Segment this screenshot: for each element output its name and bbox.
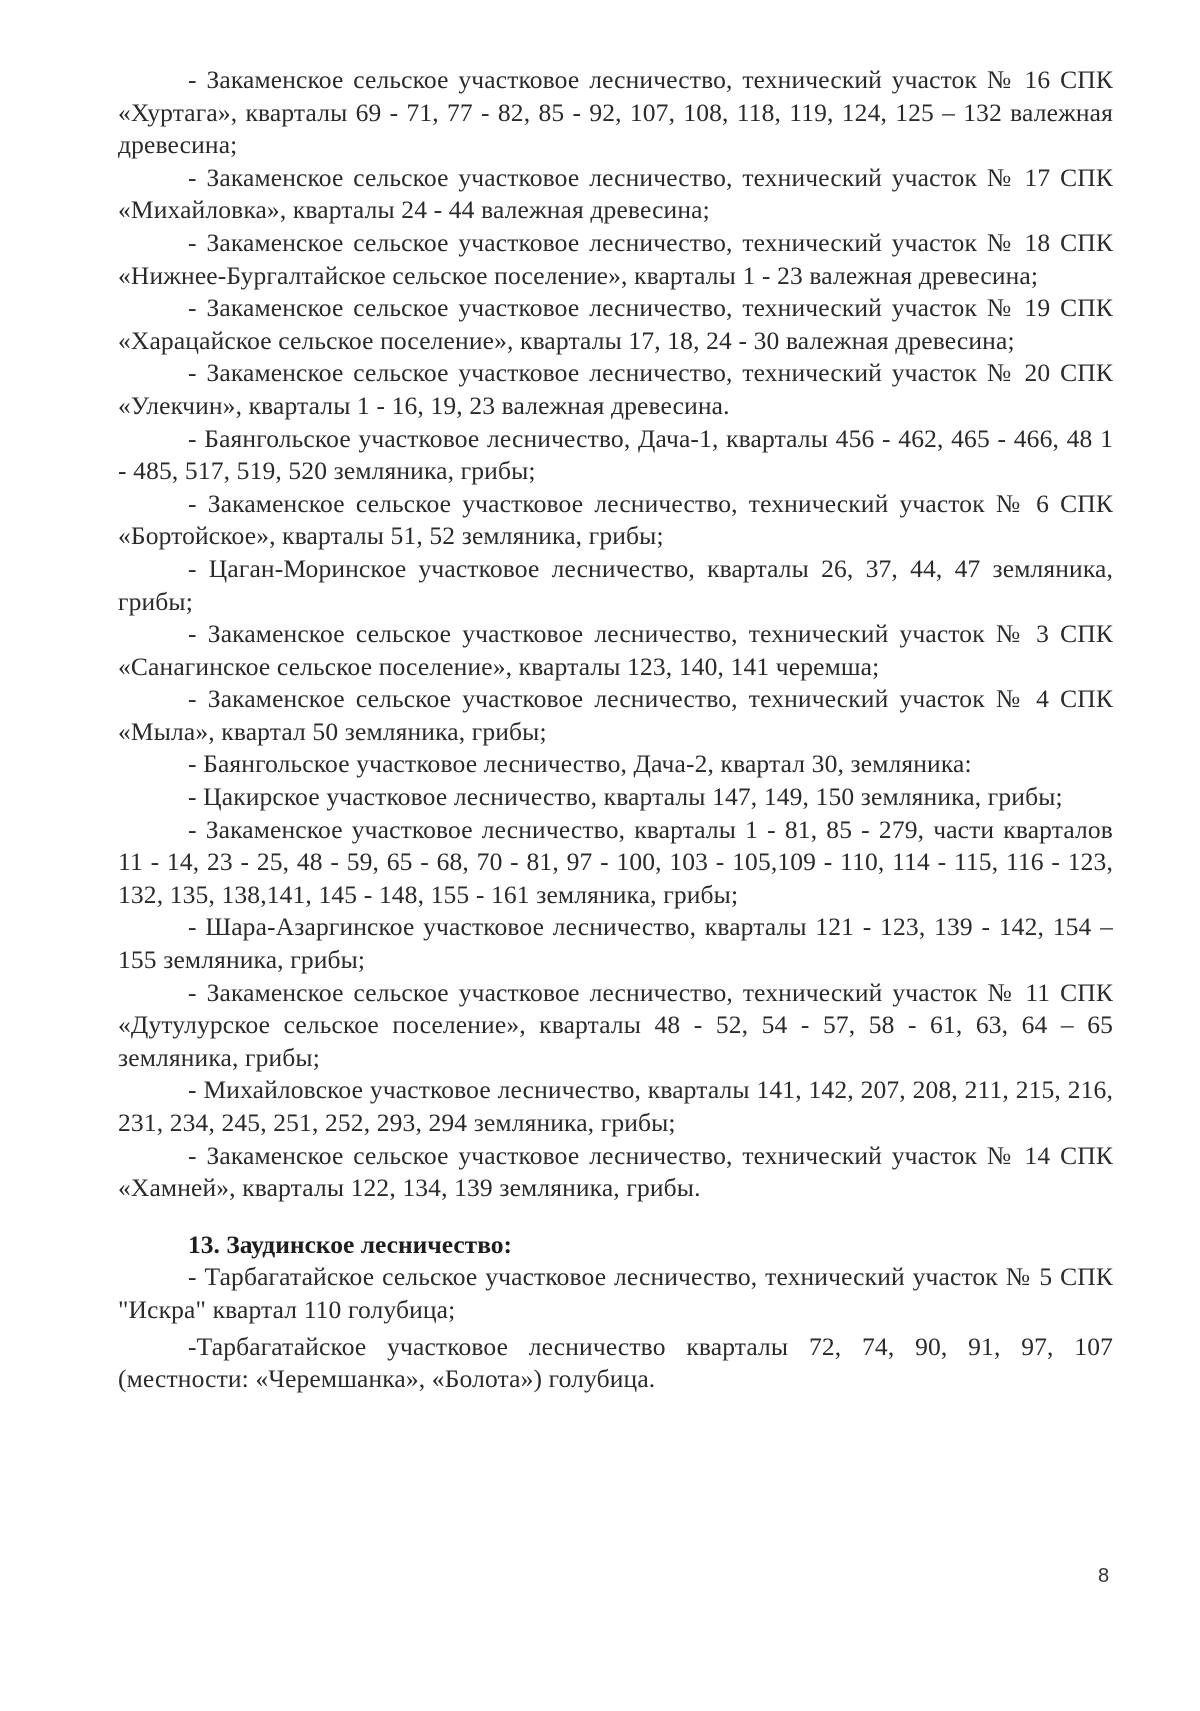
- list-item: - Закаменское сельское участковое лесничество, технический участок № 11 СПК «Дутулурское сельское поселение», кварталы 48 - 52, 54 - 57, 58 - 61, 63, 64 – 65 земляника, грибы;: [118, 977, 1113, 1072]
- list-item: - Закаменское сельское участковое лесничество, технический участок № 14 СПК «Хамней», кварталы 122, 134, 139 земляника, грибы.: [118, 1140, 1113, 1203]
- list-item: - Цакирское участковое лесничество, кварталы 147, 149, 150 земляника, грибы;: [188, 782, 1063, 812]
- section-spacer: [118, 1205, 1113, 1229]
- list-item: - Закаменское сельское участковое лесничество, технический участок № 16 СПК «Хуртага», кварталы 69 - 71, 77 - 82, 85 - 92, 107, 108, 118, 119, 124, 125 – 132 валежная древесина;: [118, 65, 1113, 160]
- document-body: [118, 64, 1113, 1396]
- list-item: - Шара-Азаргинское участковое лесничество, кварталы 121 - 123, 139 - 142, 154 – 155 земляника, грибы;: [118, 912, 1113, 975]
- page-number: 8: [1098, 1565, 1110, 1587]
- list-item: - Баянгольское участковое лесничество, Дача-1, кварталы 456 - 462, 465 - 466, 48 1 - 485, 517, 519, 520 земляника, грибы;: [118, 423, 1113, 486]
- list-item: - Закаменское сельское участковое лесничество, технический участок № 20 СПК «Улекчин», кварталы 1 - 16, 19, 23 валежная древесина.: [118, 358, 1113, 420]
- list-item: - Закаменское участковое лесничество, кварталы 1 - 81, 85 - 279, части кварталов 11 - 14, 23 - 25, 48 - 59, 65 - 68, 70 - 81, 97 - 100, 103 - 105,109 - 110, 114 - 115, 116 - 123, 132, 135, 138,141, 145 - 148, 155 - 161 земляника, грибы;: [118, 814, 1113, 909]
- list-item: - Закаменское сельское участковое лесничество, технический участок № 18 СПК «Нижнее-Бургалтайское сельское поселение», кварталы 1 - 23 валежная древесина;: [118, 227, 1113, 290]
- list-item: - Тарбагатайское сельское участковое лесничество, технический участок № 5 СПК "Искра" квартал 110 голубица;: [118, 1262, 1113, 1324]
- list-item: - Закаменское сельское участковое лесничество, технический участок № 6 СПК «Бортойское», кварталы 51, 52 земляника, грибы;: [118, 488, 1113, 551]
- list-item: - Цаган-Моринское участковое лесничество, кварталы 26, 37, 44, 47 земляника, грибы;: [118, 553, 1113, 616]
- list-item: - Михайловское участковое лесничество, кварталы 141, 142, 207, 208, 211, 215, 216, 231, 234, 245, 251, 252, 293, 294 земляника, грибы;: [118, 1075, 1113, 1137]
- list-item: - Баянгольское участковое лесничество, Дача-2, квартал 30, земляника:: [188, 749, 972, 779]
- list-item: - Закаменское сельское участковое лесничество, технический участок № 19 СПК «Харацайское сельское поселение», кварталы 17, 18, 24 - 30 валежная древесина;: [118, 293, 1113, 355]
- list-item: - Закаменское сельское участковое лесничество, технический участок № 4 СПК «Мыла», квартал 50 земляника, грибы;: [118, 684, 1113, 746]
- list-item: -Тарбагатайское участковое лесничество кварталы 72, 74, 90, 91, 97, 107 (местности: «Черемшанка», «Болота») голубица.: [118, 1331, 1113, 1394]
- list-item: - Закаменское сельское участковое лесничество, технический участок № 17 СПК «Михайловка», кварталы 24 - 44 валежная древесина;: [118, 162, 1113, 225]
- list-item: - Закаменское сельское участковое лесничество, технический участок № 3 СПК «Санагинское сельское поселение», кварталы 123, 140, 141 черемша;: [118, 619, 1113, 681]
- section-heading: 13. Заудинское лесничество:: [188, 1229, 513, 1259]
